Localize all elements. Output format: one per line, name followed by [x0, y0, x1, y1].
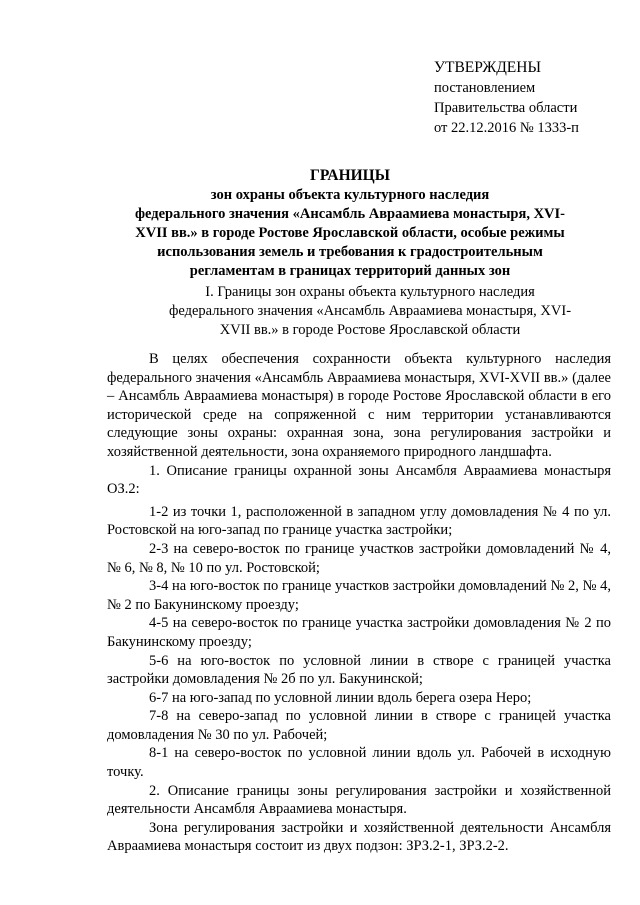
boundary-segment: 1-2 из точки 1, расположенной в западном углу домовладения № 4 по ул. Ростовской на юго-запад по границе участка застройки; — [107, 503, 611, 539]
section-heading-line: федерального значения «Ансамбль Авраамиева монастыря, XVI- — [168, 303, 572, 319]
document-body — [107, 350, 611, 856]
approval-authority: Правительства области — [434, 100, 578, 116]
item-2-heading: 2. Описание границы зоны регулирования застройки и хозяйственной деятельности Ансамбля Авраамиева монастыря. — [107, 782, 611, 818]
heading-line: федерального значения «Ансамбль Авраамиева монастыря, XVI- — [134, 206, 565, 222]
boundary-segment: 8-1 на северо-восток по условной линии вдоль ул. Рабочей в исходную точку. — [107, 745, 611, 781]
heading-line: зон охраны объекта культурного наследия — [210, 187, 490, 203]
section-heading — [150, 283, 590, 340]
heading-line: использования земель и требования к градостроительным — [157, 244, 543, 260]
boundary-segment: 7-8 на северо-запад по условной линии в створе с границей участка домовладения № 30 по ул. Рабочей; — [107, 708, 611, 743]
intro-paragraph: В целях обеспечения сохранности объекта культурного наследия федерального значения «Ансамбль Авраамиева монастыря, XVI-XVII вв.» (далее – Ансамбль Авраамиева монастыря) в городе Ростове Ярославской области в его исторической среде на сопряженной с ним территории устанавливаются следующие зоны охраны: охранная зона, зона регулирования застройки и хозяйственной деятельности, зона охраняемого природного ландшафта. — [107, 351, 611, 460]
heading-line: регламентам в границах территорий данных зон — [189, 263, 511, 279]
boundary-segment: 6-7 на юго-запад по условной линии вдоль берега озера Неро; — [149, 689, 532, 706]
item-1-heading: 1. Описание границы охранной зоны Ансамбля Авраамиева монастыря ОЗ.2: — [107, 462, 611, 498]
boundary-segment: 3-4 на юго-восток по границе участков застройки домовладений № 2, № 4, № 2 по Бакунинскому проезду; — [107, 578, 611, 613]
section-heading-line: I. Границы зон охраны объекта культурного наследия — [205, 284, 535, 300]
document-heading — [110, 166, 590, 281]
boundary-segment: 5-6 на юго-восток по условной линии в створе с границей участка застройки домовладения № 2б по ул. Бакунинской; — [107, 652, 611, 688]
section-heading-line: XVII вв.» в городе Ростове Ярославской области — [219, 322, 521, 338]
boundary-segment: 4-5 на северо-восток по границе участка застройки домовладения № 2 по Бакунинскому проезду; — [107, 615, 611, 650]
document-title: ГРАНИЦЫ — [310, 167, 390, 184]
heading-line: XVII вв.» в городе Ростове Ярославской области, особые режимы — [135, 225, 565, 241]
boundary-segment: 2-3 на северо-восток по границе участков застройки домовладений № 4, № 6, № 8, № 10 по ул. Ростовской; — [107, 540, 611, 576]
approval-title: УТВЕРЖДЕНЫ — [434, 59, 541, 76]
approval-date-number: от 22.12.2016 № 1333-п — [434, 120, 579, 136]
approval-stamp — [434, 58, 579, 138]
item-2-paragraph: Зона регулирования застройки и хозяйственной деятельности Ансамбля Авраамиева монастыря состоит из двух подзон: ЗРЗ.2-1, ЗРЗ.2-2. — [107, 819, 611, 855]
approval-by: постановлением — [434, 80, 536, 96]
